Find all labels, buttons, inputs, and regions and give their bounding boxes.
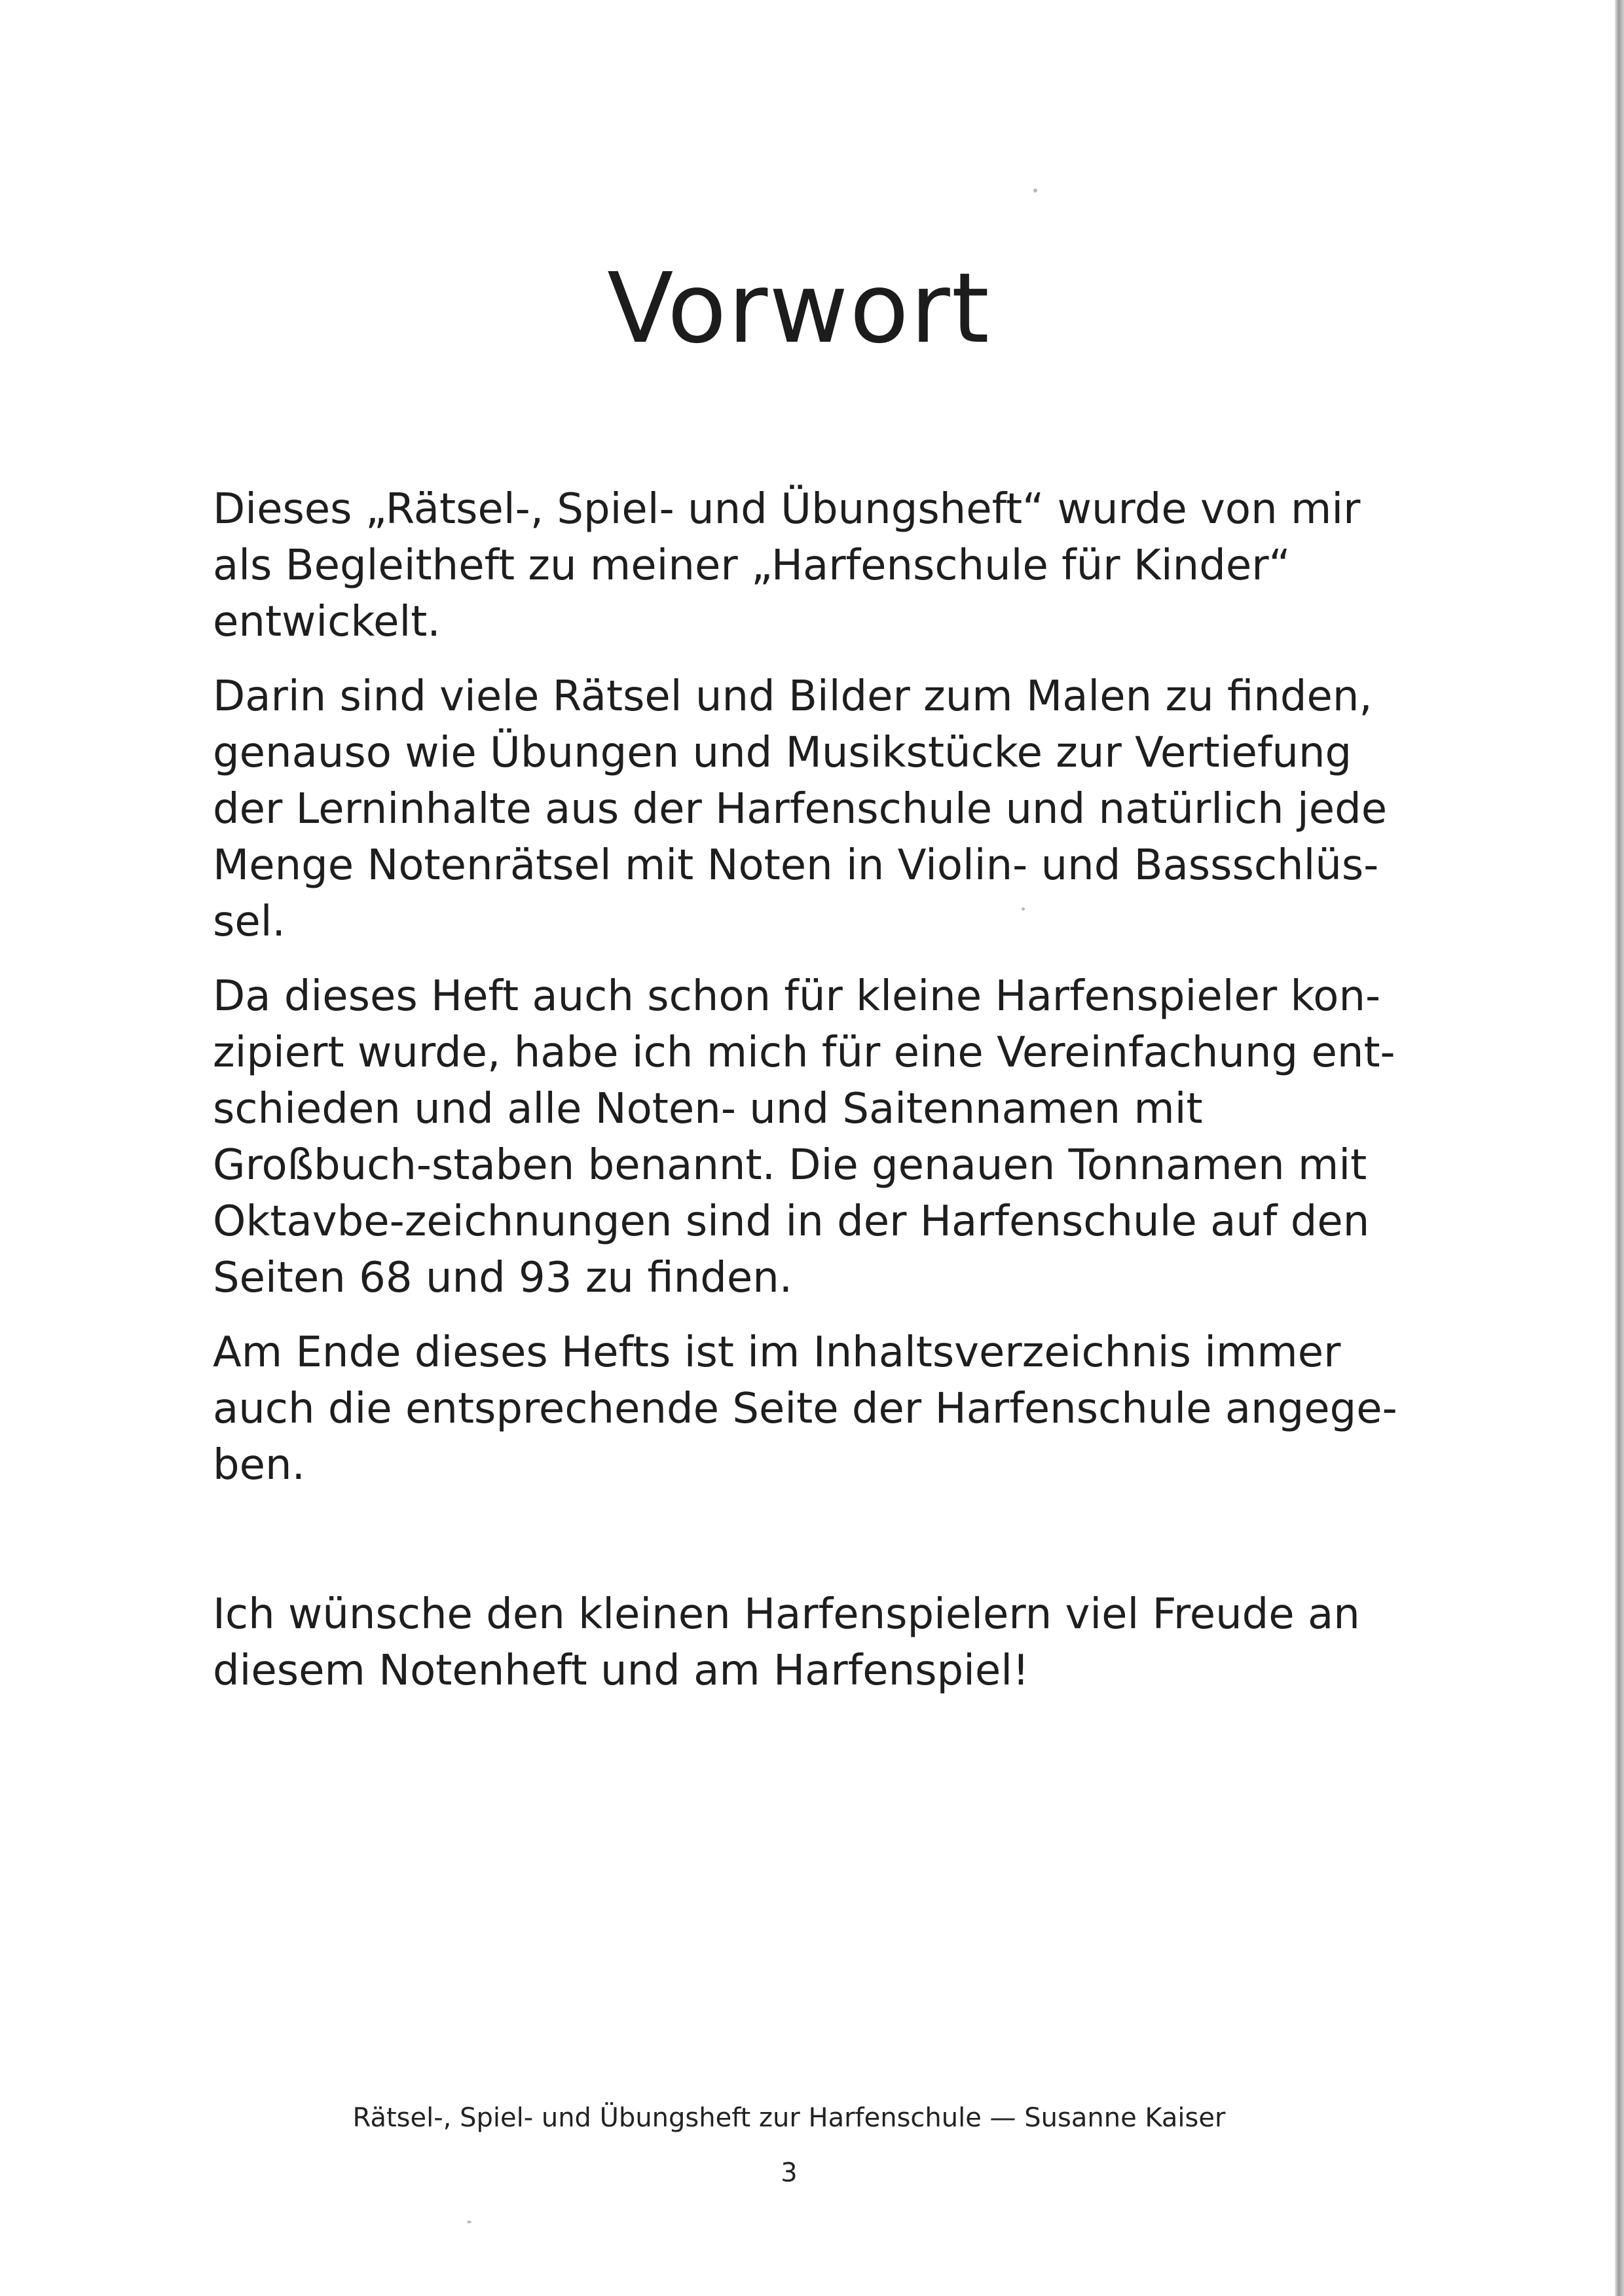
paragraph-contents: Darin sind viele Rätsel und Bilder zum Malen zu finden, genauso wie Übungen und Musikstücke zur Vertiefung der Lerninhalte aus der Harfenschule und natürlich jede Menge Notenrätsel mit Noten in Violin- und Bassschlüs-sel.	[213, 672, 1388, 946]
footer-book-credit: Rätsel-, Spiel- und Übungsheft zur Harfenschule — Susanne Kaiser	[352, 2103, 1226, 2133]
foreword-body	[213, 481, 1411, 1717]
page-title: Vorwort	[607, 252, 991, 365]
page-edge-shadow	[1615, 0, 1624, 2296]
paragraph-intro: Dieses „Rätsel-, Spiel- und Übungsheft“ wurde von mir als Begleitheft zu meiner „Harfenschule für Kinder“ entwickelt.	[213, 485, 1361, 646]
scan-speck	[1033, 189, 1037, 192]
paragraph-simplification: Da dieses Heft auch schon für kleine Harfenspieler kon-zipiert wurde, habe ich mich für eine Vereinfachung ent-schieden und alle Noten- und Saitennamen mit Großbuch-staben benannt. Die genauen Tonnamen mit Oktavbe-zeichnungen sind in der Harfenschule auf den Seiten 68 und 93 zu finden.	[213, 972, 1395, 1302]
paragraph-index: Am Ende dieses Hefts ist im Inhaltsverzeichnis immer auch die entsprechende Seite der Harfenschule angege-ben.	[213, 1328, 1397, 1489]
scan-speck	[467, 2221, 471, 2223]
paragraph-closing-wish: Ich wünsche den kleinen Harfenspielern viel Freude an diesem Notenheft und am Harfenspiel!	[213, 1590, 1360, 1695]
page-number: 3	[781, 2158, 798, 2188]
